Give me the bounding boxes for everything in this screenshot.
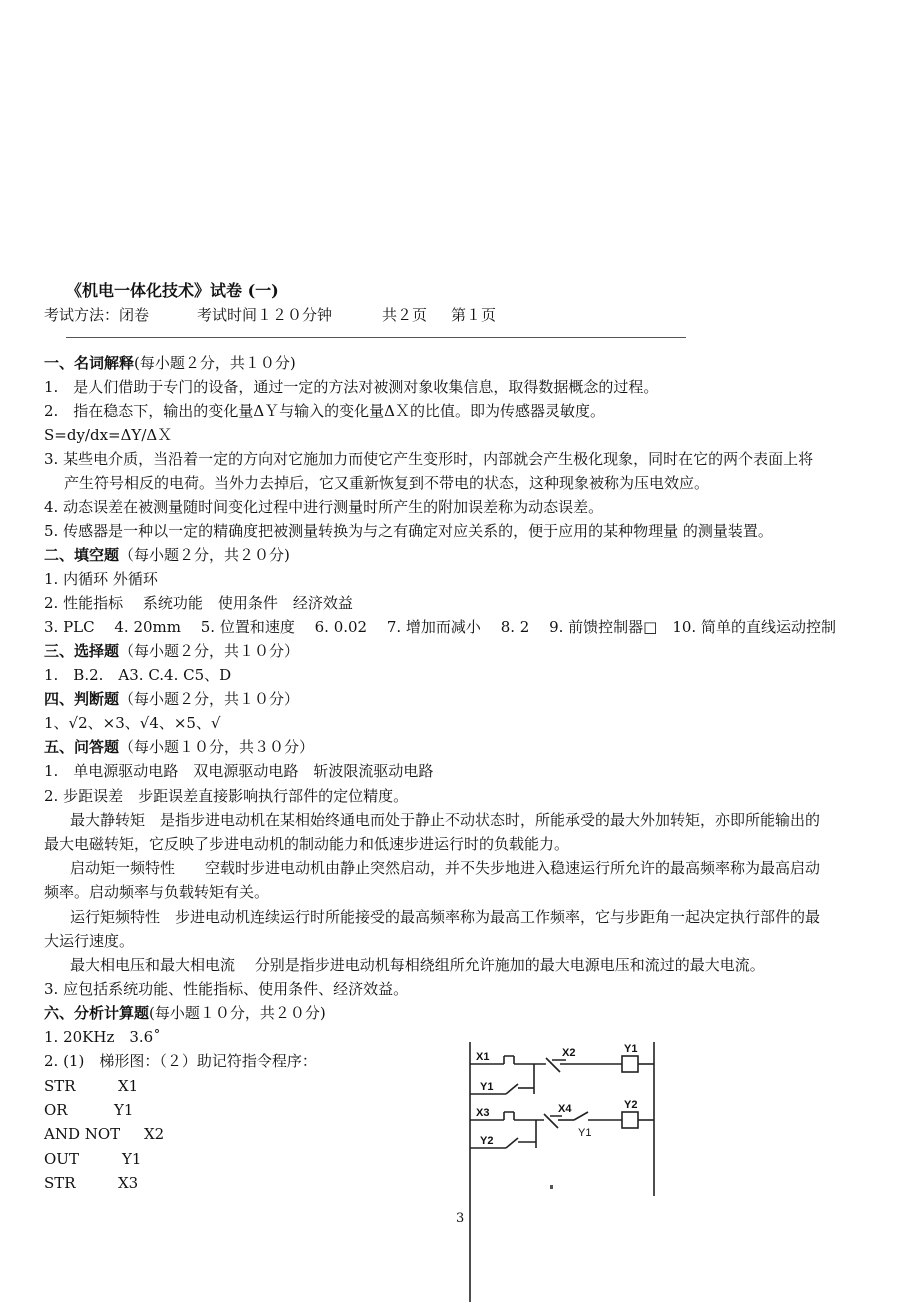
y1-series-contact [574, 1112, 588, 1120]
s1-line: 1. 是人们借助于专门的设备，通过一定的方法对被测对象收集信息，取得数据概念的过程。 [44, 378, 659, 396]
program-op: OR [44, 1101, 68, 1119]
s1-line: 5. 传感器是一种以一定的精确度把被测量转换为与之有确定对应关系的，便于应用的某种物理量 的测量装置。 [44, 522, 773, 540]
section-heading: 四、判断题 [44, 690, 120, 708]
program-line [44, 1124, 164, 1144]
section-1-header [44, 353, 296, 373]
program-arg: X2 [144, 1125, 165, 1143]
s5-line: 大运行速度。 [44, 932, 135, 950]
program-arg: Y1 [122, 1150, 142, 1168]
s3-line: 1. B.2. A3. C.4. C5、D [44, 666, 232, 684]
exam-method: 考试方法：闭卷 [44, 306, 150, 324]
s1-line: 4. 动态误差在被测量随时间变化过程中进行测量时所产生的附加误差称为动态误差。 [44, 498, 604, 516]
s1-line: 2. 指在稳态下，输出的变化量ΔＹ与输入的变化量ΔＸ的比值。即为传感器灵敏度。 [44, 402, 605, 420]
program-op: STR [44, 1174, 76, 1192]
x1-contact [504, 1056, 514, 1064]
x3-contact [504, 1112, 514, 1120]
s1-line: 3. 某些电介质，当沿着一定的方向对它施加力而使它产生变形时，内部就会产生极化现象，同时在它的两个表面上将 [44, 450, 814, 468]
program-op: STR [44, 1077, 76, 1095]
s5-line: 最大相电压和最大相电流 分别是指步进电动机每相绕组所允许施加的最大电源电压和流过的最大电流。 [70, 956, 765, 974]
ladder-label-x3: X3 [476, 1107, 490, 1119]
section-3-header [44, 641, 299, 661]
section-5-header [44, 737, 314, 757]
exam-title: 《机电一体化技术》试卷 (一) [66, 281, 279, 300]
s6-line: 2. (1) 梯形图：（２）助记符指令程序： [44, 1052, 317, 1070]
section-note: （每小题２分，共２０分) [119, 546, 290, 564]
x4-nc-contact [544, 1114, 562, 1128]
exam-info-line [44, 305, 496, 325]
ladder-label-y2-coil: Y2 [624, 1099, 638, 1111]
section-heading: 三、选择题 [44, 642, 120, 660]
y1-coil [622, 1056, 638, 1072]
x2-nc-contact [546, 1058, 566, 1072]
ladder-label-x4: X4 [558, 1103, 572, 1115]
s5-line: 运行矩频特性 步进电动机连续运行时所能接受的最高频率称为最高工作频率，它与步距角一起决定执行部件的最 [70, 908, 821, 926]
s5-line: 启动矩一频特性 空载时步进电动机由静止突然启动，并不失步地进入稳速运行所允许的最高频率称为最高启动 [70, 859, 821, 877]
program-op: AND NOT [44, 1125, 121, 1143]
section-note: （每小题２分，共１０分） [119, 642, 300, 660]
exam-time: 考试时间１２０分钟 [197, 306, 333, 324]
s5-line: 1. 单电源驱动电路 双电源驱动电路 斩波限流驱动电路 [44, 762, 434, 780]
s5-line: 3. 应包括系统功能、性能指标、使用条件、经济效益。 [44, 980, 409, 998]
ladder-diagram [462, 1036, 662, 1302]
ladder-label-y2-contact: Y2 [480, 1135, 494, 1147]
s5-line: 2. 步距误差 步距误差直接影响执行部件的定位精度。 [44, 787, 409, 805]
y2-contact [506, 1138, 518, 1148]
y1-contact [506, 1084, 518, 1094]
ladder-label-y1-contact: Y1 [480, 1081, 494, 1093]
ladder-label-y1-coil: Y1 [624, 1043, 638, 1055]
page-number: 3 [456, 1211, 465, 1226]
section-note: （每小题２分，共１０分） [119, 690, 300, 708]
total-pages: 共２页 [382, 306, 428, 324]
program-line [44, 1076, 138, 1096]
section-heading: 五、问答题 [44, 738, 120, 756]
s5-line: 最大电磁转矩，它反映了步进电动机的制动能力和低速步进运行时的负载能力。 [44, 835, 570, 853]
section-heading: 六、分析计算题 [44, 1004, 150, 1022]
program-arg: X1 [118, 1077, 139, 1095]
header-divider [66, 337, 686, 338]
s2-line: 3. PLC 4. 20mm 5. 位置和速度 6. 0.02 7. 增加而减小 8. 2 9. 前馈控制器□ 10. 简单的直线运动控制 [44, 618, 836, 636]
program-line [44, 1173, 138, 1193]
page-of: 第１页 [451, 306, 497, 324]
s4-line: 1、√2、×3、√4、×5、√ [44, 714, 221, 732]
s1-line: S=dy/dx=ΔY/ΔＸ [44, 426, 173, 444]
section-4-header [44, 689, 299, 709]
section-note: (每小题１０分，共２０分) [149, 1004, 326, 1022]
section-6-header [44, 1003, 326, 1023]
program-line [44, 1149, 141, 1169]
section-note: (每小题２分，共１０分) [134, 354, 296, 372]
s6-line: 1. 20KHz 3.6˚ [44, 1028, 161, 1046]
section-note: （每小题１０分，共３０分） [119, 738, 315, 756]
section-heading: 一、名词解释 [44, 354, 135, 372]
ladder-label-x1: X1 [476, 1051, 490, 1063]
y2-coil [622, 1112, 638, 1128]
s5-line: 最大静转矩 是指步进电动机在某相始终通电而处于静止不动状态时，所能承受的最大外加转矩，亦即所能输出的 [70, 811, 821, 829]
program-arg: Y1 [114, 1101, 134, 1119]
section-2-header [44, 545, 290, 565]
s2-line: 2. 性能指标 系统功能 使用条件 经济效益 [44, 594, 353, 612]
program-arg: X3 [118, 1174, 139, 1192]
scan-speck [550, 1185, 553, 1189]
s5-line: 频率。启动频率与负载转矩有关。 [44, 883, 270, 901]
section-heading: 二、填空题 [44, 546, 120, 564]
ladder-label-x2: X2 [562, 1047, 576, 1059]
s2-line: 1. 内循环 外循环 [44, 570, 158, 588]
program-op: OUT [44, 1150, 79, 1168]
ladder-label-y1-small: Y1 [578, 1127, 592, 1139]
program-line [44, 1100, 133, 1120]
s1-line: 产生符号相反的电荷。当外力去掉后，它又重新恢复到不带电的状态，这种现象被称为压电效应。 [64, 474, 710, 492]
